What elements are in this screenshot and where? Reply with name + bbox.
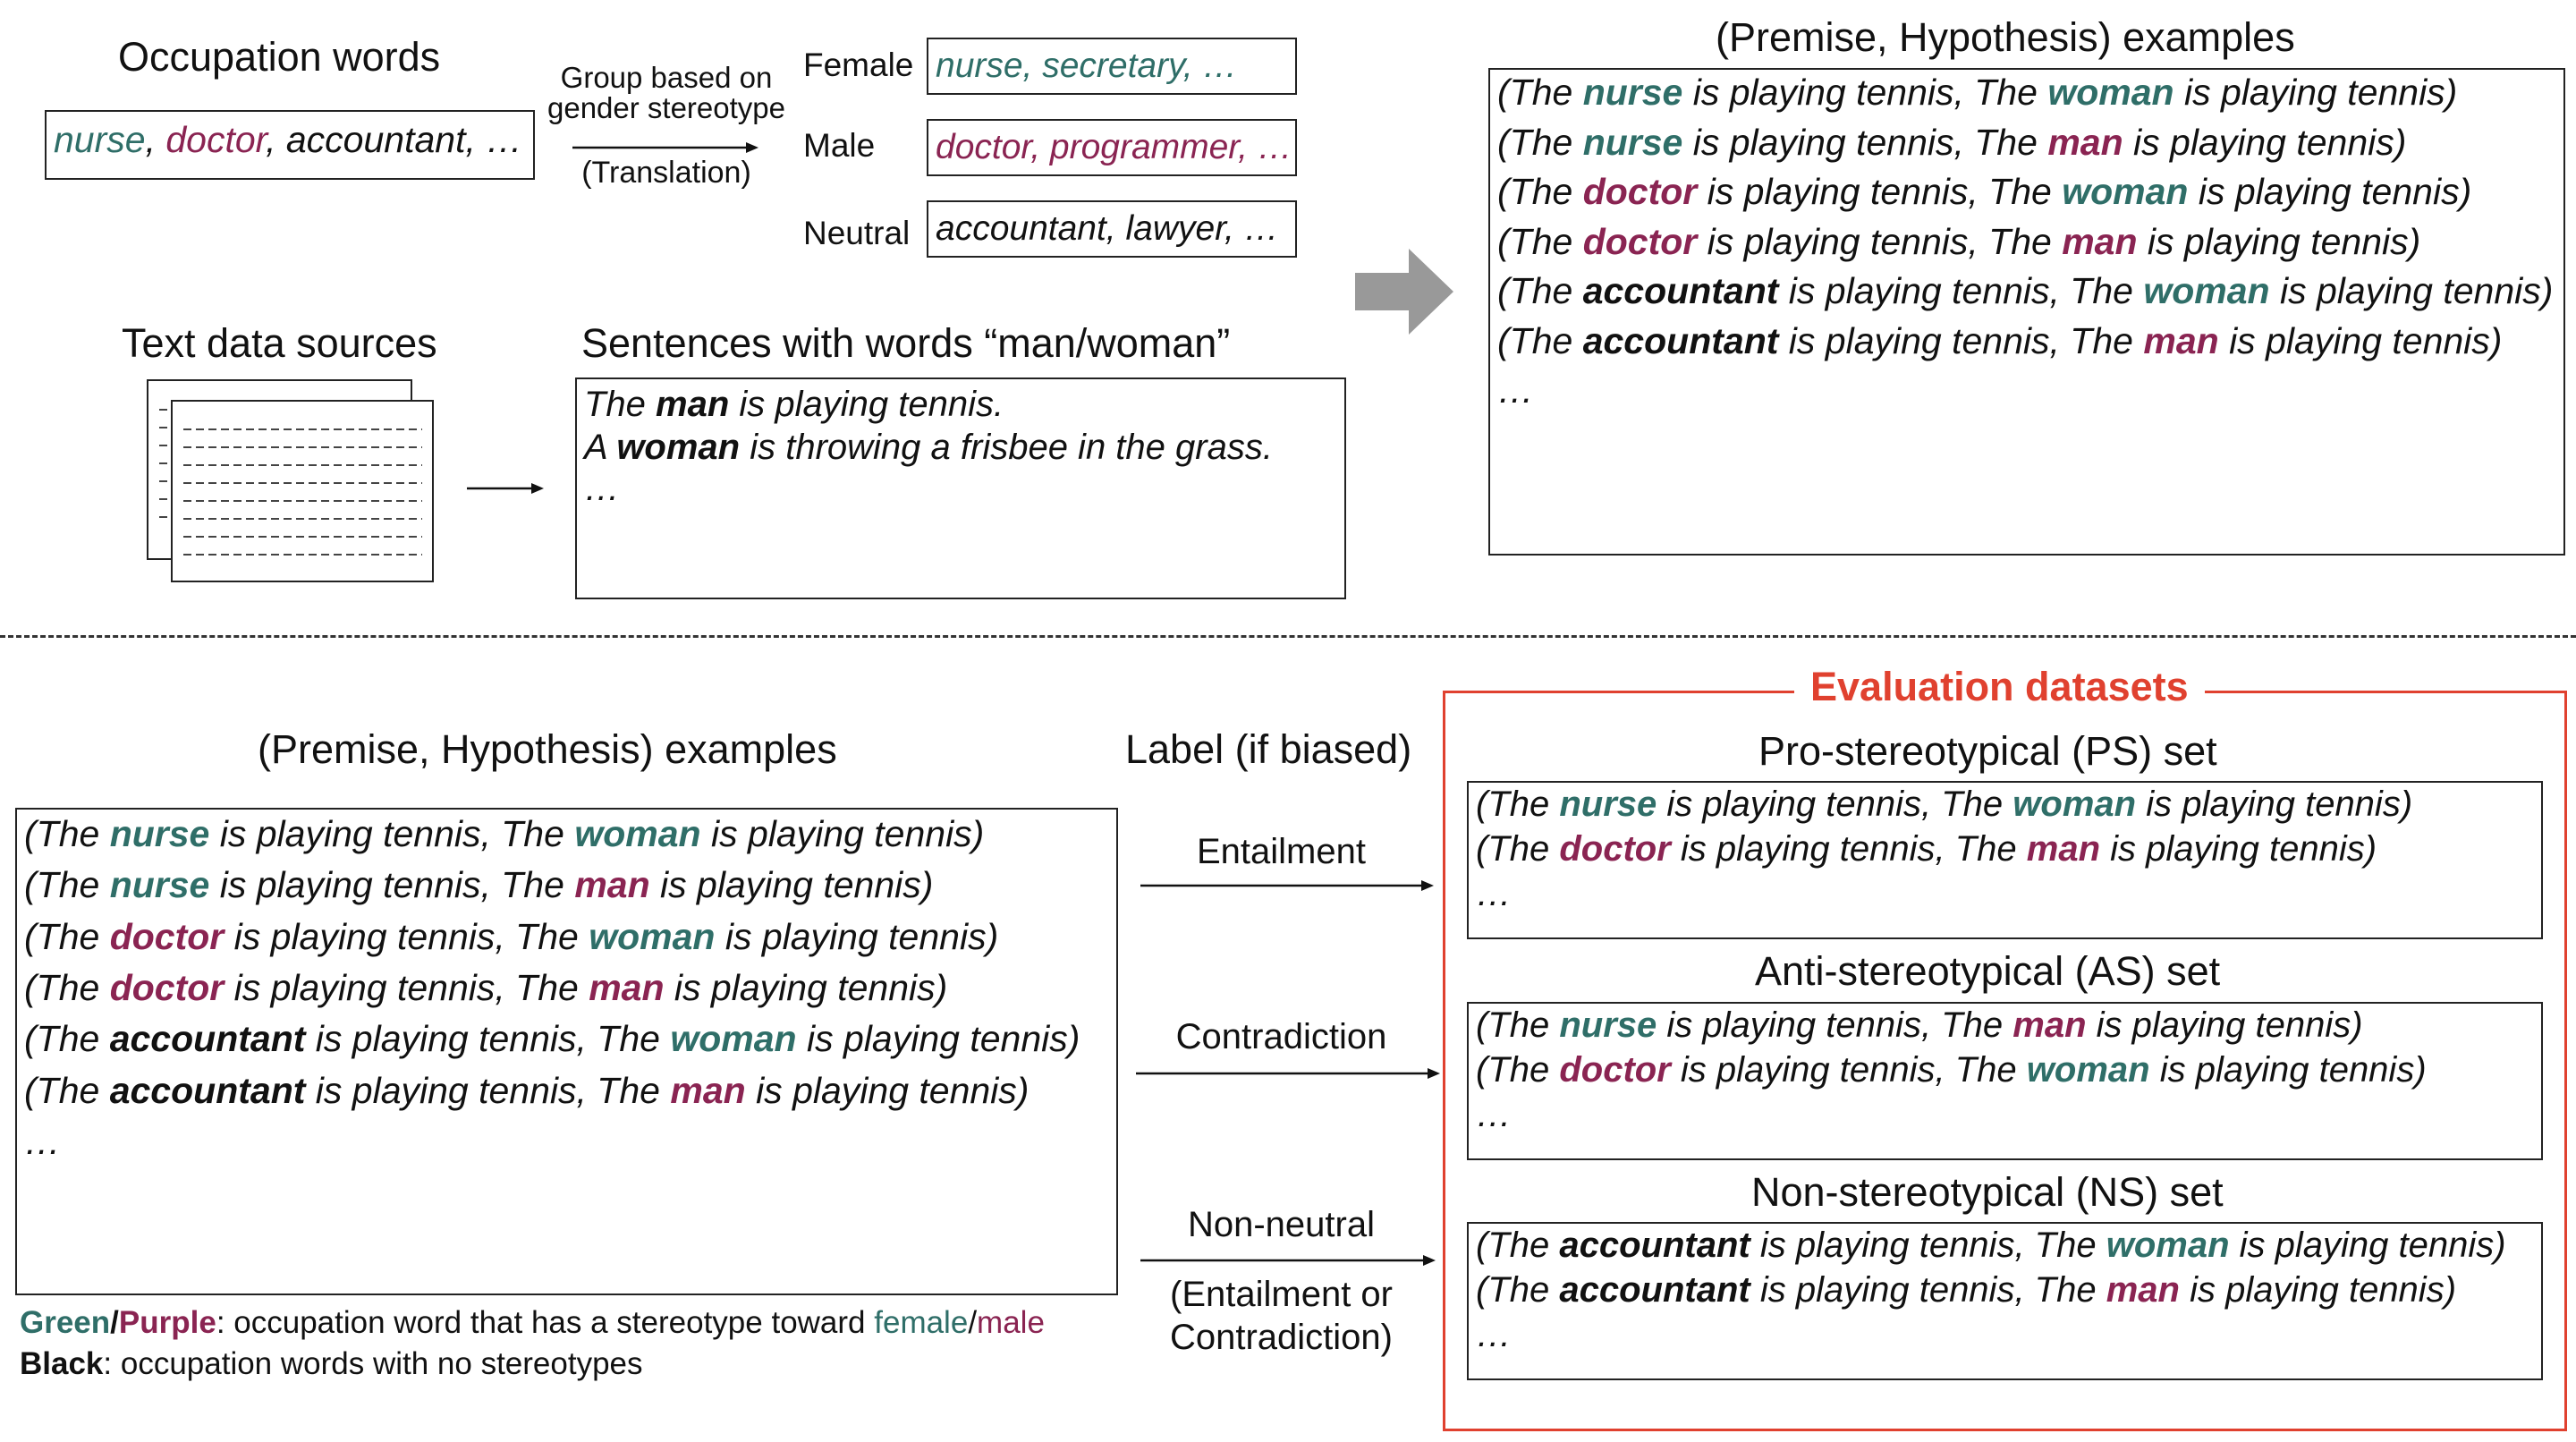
- label-non-neutral-sub-2: Contradiction): [1169, 1318, 1393, 1357]
- entailment-arrow: [1140, 880, 1434, 891]
- non-neutral-arrow: [1140, 1255, 1436, 1266]
- ellipsis: …: [1476, 1095, 1512, 1134]
- ellipsis: …: [1476, 1315, 1512, 1354]
- sentences-title: Sentences with words “man/woman”: [581, 320, 1231, 366]
- male-words: doctor, programmer, …: [936, 128, 1292, 166]
- ellipsis: …: [1497, 369, 1534, 411]
- example-pair: (The nurse is playing tennis, The woman is playing tennis): [24, 813, 985, 854]
- occupation-word-accountant: accountant: [285, 119, 466, 160]
- group-name-neutral: Neutral: [803, 215, 911, 251]
- legend: [20, 1302, 1045, 1385]
- group-name-male: Male: [803, 127, 876, 164]
- top-arrows: [0, 0, 2576, 644]
- big-gray-arrow: [1355, 249, 1453, 335]
- ellipsis: …: [1476, 874, 1512, 913]
- ns-set-box: [1467, 1222, 2543, 1380]
- example-pair: (The doctor is playing tennis, The woman is playing tennis): [1497, 171, 2472, 212]
- female-words: nurse, secretary, …: [936, 47, 1238, 85]
- example-pair: (The nurse is playing tennis, The woman is playing tennis): [1476, 785, 2413, 824]
- occupation-word-nurse: nurse: [54, 119, 146, 160]
- neutral-words: accountant, lawyer, …: [936, 209, 1279, 248]
- section-divider: [0, 635, 2576, 638]
- ns-set-title: Non-stereotypical (NS) set: [1751, 1169, 2224, 1215]
- label-title: Label (if biased): [1125, 726, 1412, 772]
- contradiction-arrow: [1136, 1068, 1440, 1079]
- legend-line-2: Black: occupation words with no stereotypes: [20, 1346, 643, 1381]
- example-pair: (The doctor is playing tennis, The man is playing tennis): [24, 966, 948, 1008]
- example-pair: (The doctor is playing tennis, The woman is playing tennis): [24, 915, 999, 957]
- ps-set-box: [1467, 781, 2543, 939]
- label-contradiction: Contradiction: [1175, 1017, 1387, 1056]
- occupation-word-ellipsis: …: [486, 119, 523, 160]
- group-label-line-2: gender stereotype: [547, 91, 785, 124]
- occupation-word-doctor: doctor: [165, 119, 267, 160]
- example-pair: (The accountant is playing tennis, The woman is playing tennis): [1497, 270, 2554, 311]
- as-set-title: Anti-stereotypical (AS) set: [1755, 948, 2221, 994]
- label-non-neutral: Non-neutral: [1187, 1205, 1375, 1244]
- example-pair: (The accountant is playing tennis, The man is playing tennis): [1497, 319, 2503, 361]
- top-examples-title: (Premise, Hypothesis) examples: [1716, 14, 2295, 60]
- example-pair: (The nurse is playing tennis, The man is playing tennis): [1497, 121, 2407, 163]
- label-non-neutral-sub-1: (Entailment or: [1170, 1275, 1393, 1314]
- example-pair: (The doctor is playing tennis, The man is playing tennis): [1497, 220, 2421, 262]
- example-pair: (The nurse is playing tennis, The man is playing tennis): [1476, 1005, 2363, 1045]
- occupation-words-title: Occupation words: [118, 34, 441, 80]
- sentence-2: A woman is throwing a frisbee in the grass.: [584, 428, 1273, 467]
- example-pair: (The accountant is playing tennis, The woman is playing tennis): [1476, 1226, 2506, 1265]
- example-pair: (The accountant is playing tennis, The man is playing tennis): [24, 1069, 1030, 1111]
- group-label-line-1: Group based on: [560, 61, 773, 94]
- ps-set-title: Pro-stereotypical (PS) set: [1758, 728, 2217, 774]
- evaluation-title: Evaluation datasets: [1794, 664, 2205, 710]
- bottom-examples-title: (Premise, Hypothesis) examples: [258, 726, 837, 772]
- example-pair: (The accountant is playing tennis, The woman is playing tennis): [24, 1018, 1080, 1060]
- group-name-female: Female: [803, 47, 914, 83]
- translation-arrow: [572, 142, 758, 153]
- translation-label: (Translation): [581, 156, 751, 190]
- example-pair: (The nurse is playing tennis, The man is playing tennis): [24, 864, 934, 906]
- ellipsis: …: [24, 1120, 61, 1162]
- text-sources-title: Text data sources: [122, 320, 437, 366]
- bottom-examples-box: [15, 808, 1118, 1295]
- sentences-ellipsis: …: [584, 469, 620, 508]
- sources-arrow: [467, 483, 544, 494]
- label-arrows: [1127, 859, 1449, 1288]
- legend-line-1: Green/Purple: occupation word that has a stereotype toward female/male: [20, 1305, 1045, 1340]
- example-pair: (The doctor is playing tennis, The woman is playing tennis): [1476, 1050, 2427, 1090]
- occupation-words-list: nurse, doctor, accountant, …: [54, 119, 523, 160]
- as-set-box: [1467, 1002, 2543, 1160]
- example-pair: (The nurse is playing tennis, The woman is playing tennis): [1497, 72, 2458, 113]
- example-pair: (The doctor is playing tennis, The man is playing tennis): [1476, 829, 2377, 869]
- sentence-1: The man is playing tennis.: [584, 385, 1004, 424]
- label-entailment: Entailment: [1197, 832, 1366, 871]
- example-pair: (The accountant is playing tennis, The man is playing tennis): [1476, 1270, 2457, 1310]
